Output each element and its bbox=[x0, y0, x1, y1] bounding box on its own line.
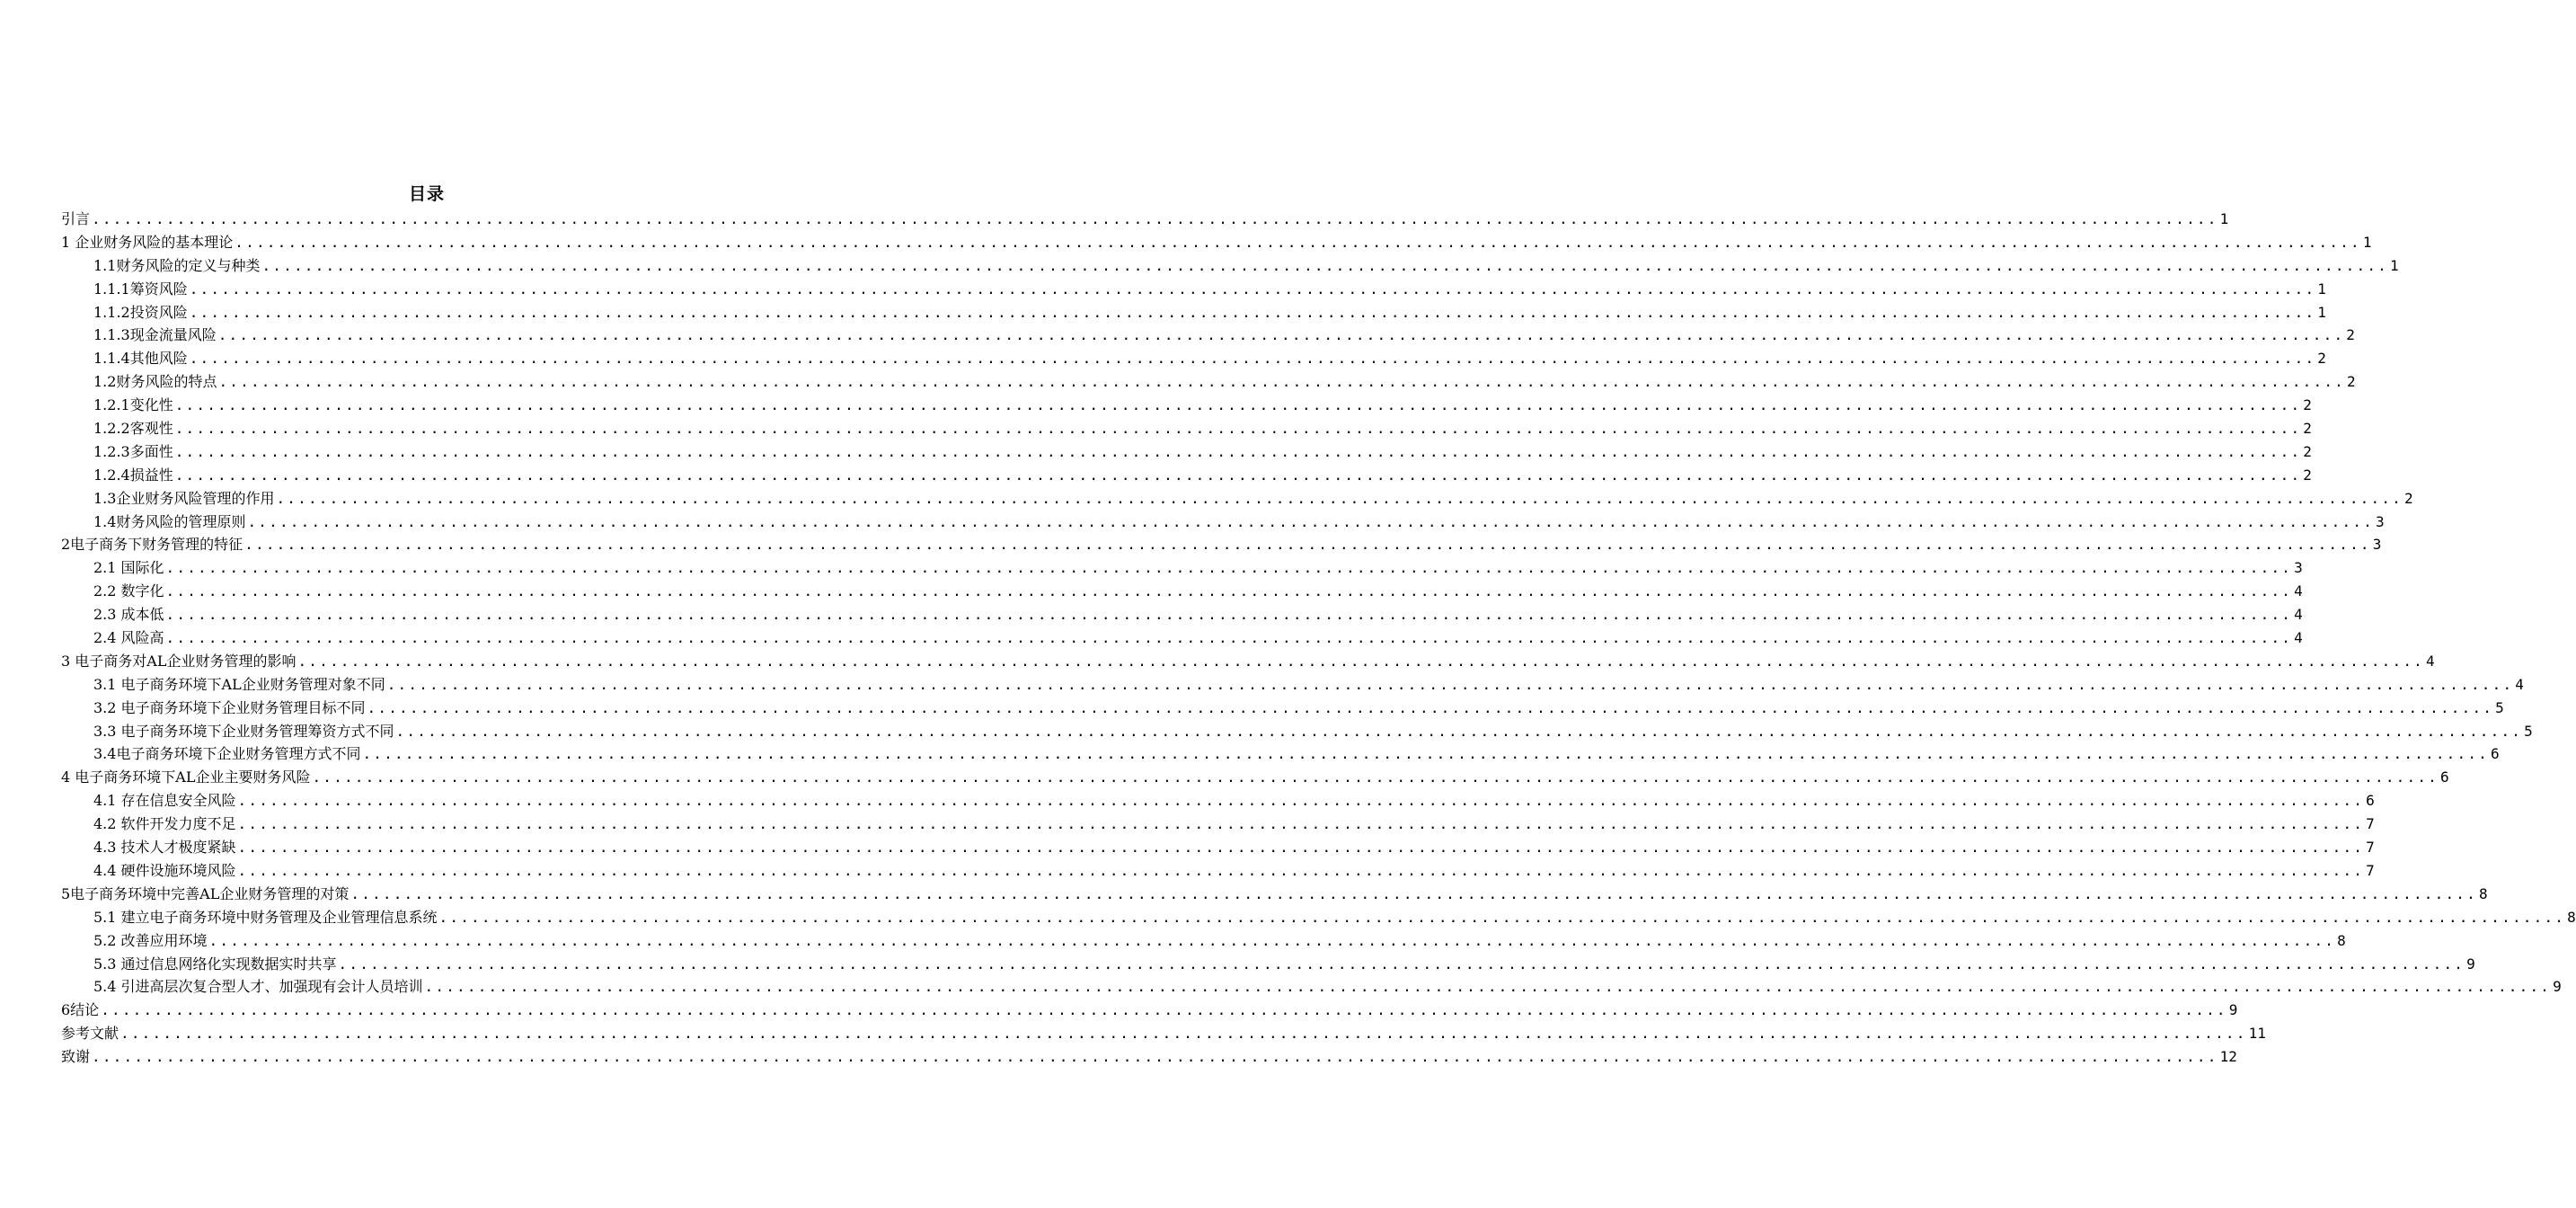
toc-page-number: 3 bbox=[2376, 512, 2385, 530]
toc-page-number: 1 bbox=[2317, 303, 2326, 321]
toc-entry-text: 1.1.3现金流量风险 bbox=[93, 326, 217, 344]
toc-entry[interactable] bbox=[61, 324, 2355, 347]
toc-entry-text: 5.1 建立电子商务环境中财务管理及企业管理信息系统 bbox=[93, 908, 438, 926]
toc-dot-leader: ........................................................................................................................................................................................................ bbox=[174, 396, 2302, 414]
toc-page-number: 2 bbox=[2303, 442, 2312, 460]
toc-entry[interactable] bbox=[61, 999, 2238, 1022]
toc-entry[interactable] bbox=[61, 906, 2576, 929]
toc-entry[interactable] bbox=[61, 1045, 2237, 1069]
toc-page-number: 7 bbox=[2366, 815, 2375, 833]
toc-entry[interactable] bbox=[61, 301, 2326, 324]
toc-entry-text: 5.3 通过信息网络化实现数据实时共享 bbox=[93, 955, 337, 973]
toc-page-number: 4 bbox=[2515, 675, 2524, 693]
toc-entry-text: 4.1 存在信息安全风险 bbox=[93, 792, 236, 810]
toc-dot-leader: ........................................................................................................................................................................................................ bbox=[92, 210, 2218, 227]
toc-page-number: 8 bbox=[2337, 931, 2346, 949]
toc-page-number: 4 bbox=[2294, 629, 2303, 647]
toc-entry-text: 1.1财务风险的定义与种类 bbox=[93, 256, 261, 274]
toc-entry[interactable] bbox=[61, 580, 2303, 603]
toc-page-number: 7 bbox=[2366, 839, 2375, 857]
toc-entry[interactable] bbox=[61, 440, 2312, 464]
toc-page-number: 4 bbox=[2294, 582, 2303, 600]
toc-page-number: 4 bbox=[2426, 652, 2435, 670]
toc-entry-text: 1.2.1变化性 bbox=[93, 396, 173, 414]
toc-entry[interactable] bbox=[61, 975, 2562, 999]
toc-entry-text: 2.2 数字化 bbox=[93, 582, 164, 600]
toc-entry-text: 1.2财务风险的特点 bbox=[93, 373, 217, 391]
toc-dot-leader: ........................................................................................................................................................................................................ bbox=[189, 280, 2316, 298]
toc-entry[interactable] bbox=[61, 254, 2399, 278]
toc-entry-text: 2电子商务下财务管理的特征 bbox=[61, 536, 243, 554]
toc-page-number: 3 bbox=[2372, 536, 2382, 554]
toc-entry[interactable] bbox=[61, 789, 2375, 813]
toc-entry-text: 4.2 软件开发力度不足 bbox=[93, 815, 236, 833]
toc-page-number: 5 bbox=[2524, 722, 2533, 740]
toc-dot-leader: ........................................................................................................................................................................................................ bbox=[237, 861, 2365, 879]
toc-dot-leader: ........................................................................................................................................................................................................ bbox=[276, 489, 2403, 507]
toc-entry[interactable] bbox=[61, 813, 2375, 836]
toc-entry-text: 1.1.2投资风险 bbox=[93, 303, 188, 321]
toc-dot-leader: ........................................................................................................................................................................................................ bbox=[237, 792, 2365, 810]
toc-dot-leader: ........................................................................................................................................................................................................ bbox=[165, 606, 2293, 624]
toc-page-number: 9 bbox=[2466, 955, 2475, 973]
toc-entry[interactable] bbox=[61, 394, 2312, 417]
toc-dot-leader: ........................................................................................................................................................................................................ bbox=[174, 466, 2302, 484]
toc-entry[interactable] bbox=[61, 953, 2475, 976]
toc-entry[interactable] bbox=[61, 673, 2524, 697]
toc-entry[interactable] bbox=[61, 720, 2533, 743]
toc-entry[interactable] bbox=[61, 487, 2413, 511]
toc-page-number: 1 bbox=[2362, 233, 2372, 251]
toc-entry[interactable] bbox=[61, 278, 2326, 301]
toc-entry-text: 3 电子商务对AL企业财务管理的影响 bbox=[61, 652, 297, 670]
toc-dot-leader: ........................................................................................................................................................................................................ bbox=[386, 675, 2514, 693]
toc-entry[interactable] bbox=[61, 464, 2312, 487]
toc-page-number: 8 bbox=[2478, 884, 2488, 902]
toc-entry[interactable] bbox=[61, 603, 2303, 626]
toc-dot-leader: ........................................................................................................................................................................................................ bbox=[165, 629, 2293, 647]
toc-entry[interactable] bbox=[61, 883, 2488, 906]
toc-dot-leader: ........................................................................................................................................................................................................ bbox=[120, 1025, 2247, 1043]
toc-dot-leader: ........................................................................................................................................................................................................ bbox=[362, 745, 2490, 763]
toc-page-number: 6 bbox=[2491, 745, 2500, 763]
toc-page-number: 9 bbox=[2553, 978, 2562, 996]
toc-dot-leader: ........................................................................................................................................................................................................ bbox=[312, 768, 2439, 786]
toc-dot-leader: ........................................................................................................................................................................................................ bbox=[395, 722, 2523, 740]
toc-dot-leader: ........................................................................................................................................................................................................ bbox=[297, 652, 2425, 670]
toc-page-number: 3 bbox=[2294, 559, 2303, 577]
toc-dot-leader: ........................................................................................................................................................................................................ bbox=[217, 326, 2345, 344]
toc-title: 目录 bbox=[408, 184, 445, 204]
toc-page-number: 12 bbox=[2219, 1048, 2237, 1066]
toc-list bbox=[61, 208, 2576, 1069]
toc-page-number: 8 bbox=[2567, 908, 2576, 926]
toc-entry[interactable] bbox=[61, 929, 2346, 953]
toc-entry-text: 3.1 电子商务环境下AL企业财务管理对象不同 bbox=[93, 675, 385, 693]
toc-page-number: 1 bbox=[2390, 256, 2399, 274]
toc-dot-leader: ........................................................................................................................................................................................................ bbox=[261, 256, 2389, 274]
toc-entry[interactable] bbox=[61, 556, 2303, 580]
toc-entry[interactable] bbox=[61, 417, 2312, 440]
toc-page-number: 6 bbox=[2366, 792, 2375, 810]
toc-dot-leader: ........................................................................................................................................................................................................ bbox=[92, 1048, 2218, 1066]
toc-entry-text: 引言 bbox=[61, 210, 91, 227]
toc-entry-text: 1.1.4其他风险 bbox=[93, 350, 188, 368]
toc-page-number: 2 bbox=[2317, 350, 2326, 368]
toc-entry-text: 3.3 电子商务环境下企业财务管理筹资方式不同 bbox=[93, 722, 394, 740]
toc-entry-text: 4 电子商务环境下AL企业主要财务风险 bbox=[61, 768, 311, 786]
toc-dot-leader: ........................................................................................................................................................................................................ bbox=[438, 908, 2566, 926]
toc-page-number: 2 bbox=[2303, 420, 2312, 438]
toc-dot-leader: ........................................................................................................................................................................................................ bbox=[189, 303, 2316, 321]
toc-page-number: 2 bbox=[2347, 373, 2356, 391]
toc-entry[interactable] bbox=[61, 347, 2326, 370]
toc-entry[interactable] bbox=[61, 626, 2303, 650]
toc-page-number: 11 bbox=[2248, 1025, 2266, 1043]
toc-entry-text: 4.4 硬件设施环境风险 bbox=[93, 861, 236, 879]
toc-entry[interactable] bbox=[61, 650, 2435, 673]
toc-dot-leader: ........................................................................................................................................................................................................ bbox=[218, 373, 2346, 391]
toc-entry-text: 5电子商务环境中完善AL企业财务管理的对策 bbox=[61, 884, 350, 902]
toc-entry[interactable] bbox=[61, 370, 2356, 394]
toc-entry-text: 1.4财务风险的管理原则 bbox=[93, 512, 246, 530]
toc-entry[interactable] bbox=[61, 511, 2385, 534]
toc-entry-text: 1.1.1筹资风险 bbox=[93, 280, 188, 298]
toc-dot-leader: ........................................................................................................................................................................................................ bbox=[338, 955, 2465, 973]
toc-dot-leader: ........................................................................................................................................................................................................ bbox=[101, 1001, 2227, 1019]
toc-entry-text: 4.3 技术人才极度紧缺 bbox=[93, 839, 236, 857]
toc-dot-leader: ........................................................................................................................................................................................................ bbox=[165, 559, 2293, 577]
toc-dot-leader: ........................................................................................................................................................................................................ bbox=[237, 815, 2365, 833]
toc-dot-leader: ........................................................................................................................................................................................................ bbox=[165, 582, 2293, 600]
toc-page-number: 5 bbox=[2495, 698, 2504, 716]
toc-entry[interactable] bbox=[61, 231, 2372, 254]
toc-page-number: 4 bbox=[2294, 606, 2303, 624]
toc-entry-text: 2.4 风险高 bbox=[93, 629, 164, 647]
toc-entry[interactable] bbox=[61, 836, 2375, 859]
toc-entry[interactable] bbox=[61, 533, 2382, 556]
toc-dot-leader: ........................................................................................................................................................................................................ bbox=[367, 698, 2494, 716]
toc-entry-text: 1.3企业财务风险管理的作用 bbox=[93, 489, 275, 507]
toc-dot-leader: ........................................................................................................................................................................................................ bbox=[350, 884, 2477, 902]
toc-dot-leader: ........................................................................................................................................................................................................ bbox=[244, 536, 2371, 554]
toc-page-number: 1 bbox=[2317, 280, 2326, 298]
toc-entry-text: 5.2 改善应用环境 bbox=[93, 931, 208, 949]
toc-dot-leader: ........................................................................................................................................................................................................ bbox=[174, 442, 2302, 460]
toc-page-number: 2 bbox=[2346, 326, 2355, 344]
toc-entry-text: 2.1 国际化 bbox=[93, 559, 164, 577]
toc-dot-leader: ........................................................................................................................................................................................................ bbox=[424, 978, 2552, 996]
toc-page-number: 2 bbox=[2303, 396, 2312, 414]
toc-dot-leader: ........................................................................................................................................................................................................ bbox=[235, 233, 2361, 251]
toc-dot-leader: ........................................................................................................................................................................................................ bbox=[237, 839, 2365, 857]
toc-entry[interactable] bbox=[61, 1022, 2266, 1045]
toc-entry-text: 1.2.3多面性 bbox=[93, 442, 173, 460]
toc-dot-leader: ........................................................................................................................................................................................................ bbox=[208, 931, 2336, 949]
toc-page-number: 9 bbox=[2228, 1001, 2238, 1019]
toc-page-number: 2 bbox=[2303, 466, 2312, 484]
toc-dot-leader: ........................................................................................................................................................................................................ bbox=[189, 350, 2316, 368]
toc-entry-text: 3.4电子商务环境下企业财务管理方式不同 bbox=[93, 745, 361, 763]
toc-dot-leader: ........................................................................................................................................................................................................ bbox=[247, 512, 2375, 530]
toc-page-number: 2 bbox=[2404, 489, 2413, 507]
toc-entry[interactable] bbox=[61, 742, 2500, 766]
toc-entry[interactable] bbox=[61, 697, 2504, 720]
toc-entry-text: 1 企业财务风险的基本理论 bbox=[61, 233, 234, 251]
toc-entry-text: 6结论 bbox=[61, 1001, 100, 1019]
toc-entry-text: 1.2.4损益性 bbox=[93, 466, 173, 484]
toc-dot-leader: ........................................................................................................................................................................................................ bbox=[174, 420, 2302, 438]
toc-page-number: 6 bbox=[2440, 768, 2449, 786]
toc-entry[interactable] bbox=[61, 859, 2375, 883]
toc-entry-text: 致谢 bbox=[61, 1048, 91, 1066]
toc-entry-text: 参考文献 bbox=[61, 1025, 120, 1043]
toc-entry-text: 2.3 成本低 bbox=[93, 606, 164, 624]
toc-entry[interactable] bbox=[61, 766, 2449, 789]
toc-entry-text: 5.4 引进高层次复合型人才、加强现有会计人员培训 bbox=[93, 978, 423, 996]
toc-page-number: 7 bbox=[2366, 861, 2375, 879]
toc-entry-text: 3.2 电子商务环境下企业财务管理目标不同 bbox=[93, 698, 366, 716]
toc-page-number: 1 bbox=[2219, 210, 2229, 227]
toc-entry[interactable] bbox=[61, 208, 2229, 231]
toc-entry-text: 1.2.2客观性 bbox=[93, 420, 173, 438]
